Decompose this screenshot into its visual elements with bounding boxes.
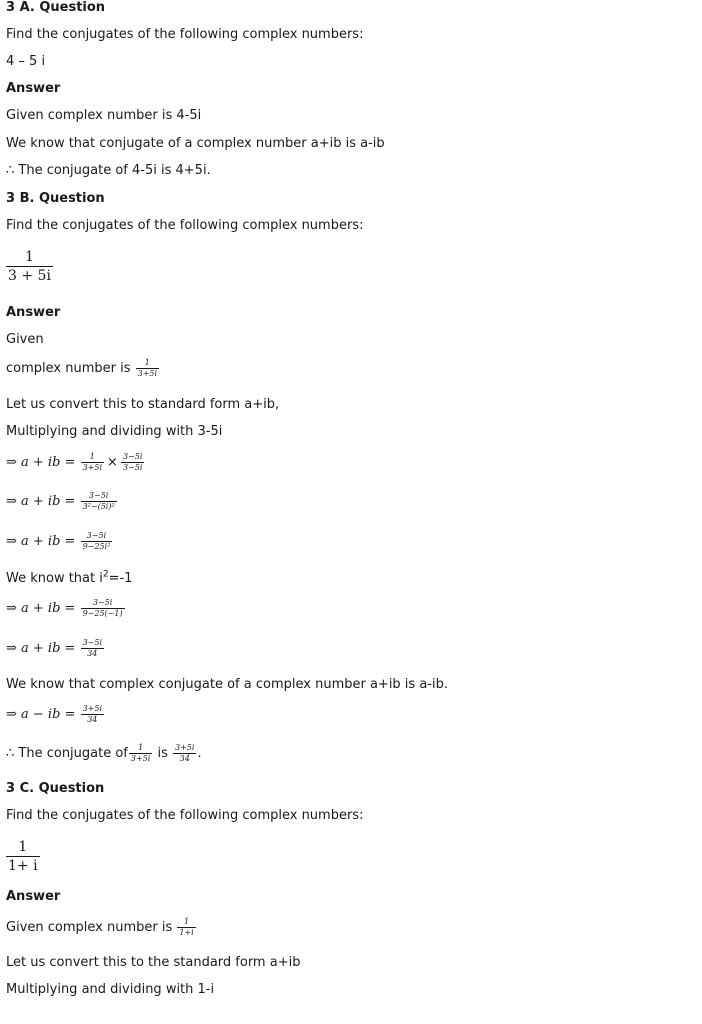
fraction-denominator: 9−25(−1) [82,609,123,618]
question-3b-heading: 3 B. Question [6,191,105,206]
question-3c-prompt: Find the conjugates of the following complex numbers: [6,808,364,823]
equation-lhs: ⇒ a + ib = [6,641,76,656]
equation-step-6 [6,704,105,725]
fraction-denominator: 34 [179,754,190,763]
answer-3b-convert: Let us convert this to standard form a+ib, [6,397,280,412]
answer-3a-line-2: We know that conjugate of a complex number a+ib is a-ib [6,136,385,151]
fraction-denominator: 3 + 5i [8,268,51,284]
fraction-denominator: 34 [87,715,98,724]
know-conjugate: We know that complex conjugate of a complex number a+ib is a-ib. [6,677,448,692]
answer-3c-label: Answer [6,889,61,904]
know-i-squared [6,571,132,587]
equation-step-1 [6,452,145,473]
equation-lhs: ⇒ a + ib = [6,455,76,470]
question-3c-heading: 3 C. Question [6,781,105,796]
given-text: Given complex number is [6,920,173,935]
equation-step-4 [6,598,126,619]
answer-3a-line-1: Given complex number is 4-5i [6,108,202,123]
fraction-numerator: 1 [6,248,53,267]
know-i-value: =-1 [108,571,133,586]
equation-lhs: ⇒ a + ib = [6,601,76,616]
equation-lhs: ⇒ a + ib = [6,534,76,549]
answer-3b-multiply: Multiplying and dividing with 3-5i [6,424,223,439]
therefore-text: ∴ The conjugate of [6,746,128,761]
fraction-denominator: 9−25i² [82,542,111,551]
fraction-numerator: 1 [81,452,104,463]
answer-3b-conclusion [6,743,202,764]
fraction-numerator: 3−5i [82,638,103,647]
fraction-numerator: 3−5i [81,531,113,542]
fraction-numerator: 3−5i [81,491,117,502]
question-3c-fraction [6,838,40,875]
fraction-denominator: 3+5i [137,369,158,378]
fraction-numerator: 3−5i [81,598,125,609]
fraction-numerator: 1 [6,838,40,857]
fraction-numerator: 3−5i [122,452,143,461]
answer-3c-convert: Let us convert this to the standard form a+ib [6,955,301,970]
answer-3a-line-3: ∴ The conjugate of 4-5i is 4+5i. [6,163,211,178]
question-3b-prompt: Find the conjugates of the following complex numbers: [6,218,364,233]
fraction-numerator: 3+5i [175,743,195,752]
equation-step-2 [6,491,118,512]
answer-3b-complex-number [6,358,160,379]
equation-lhs: ⇒ a + ib = [6,494,76,509]
fraction-denominator: 34 [87,649,98,658]
know-i-text: We know that i [6,571,103,586]
answer-3b-given: Given [6,332,44,347]
answer-3b-label: Answer [6,305,61,320]
fraction-numerator: 1 [136,358,159,369]
question-3a-number: 4 – 5 i [6,54,46,69]
equation-step-5 [6,638,105,659]
question-3a-prompt: Find the conjugates of the following complex numbers: [6,27,364,42]
is-text: is [157,746,168,761]
fraction-denominator: 3−5i [122,463,143,472]
complex-is-text: complex number is [6,361,131,376]
answer-3c-given [6,917,197,938]
question-3a-heading: 3 A. Question [6,0,106,15]
fraction-numerator: 3+5i [82,704,103,713]
times-sign: × [107,455,118,470]
superscript: 2 [102,569,109,580]
answer-3c-multiply: Multiplying and dividing with 1-i [6,982,215,997]
fraction-denominator: 3+5i [130,754,151,763]
equation-lhs: ⇒ a − ib = [6,707,76,722]
question-3b-fraction [6,248,53,285]
answer-3a-label: Answer [6,81,61,96]
fraction-numerator: 1 [129,743,152,754]
fraction-numerator: 1 [177,917,195,928]
equation-step-3 [6,531,113,552]
fraction-denominator: 1+ i [8,858,38,874]
fraction-denominator: 3²−(5i)² [82,502,115,511]
fraction-denominator: 1+i [179,928,194,937]
period: . [197,746,202,761]
fraction-denominator: 3+5i [82,463,103,472]
